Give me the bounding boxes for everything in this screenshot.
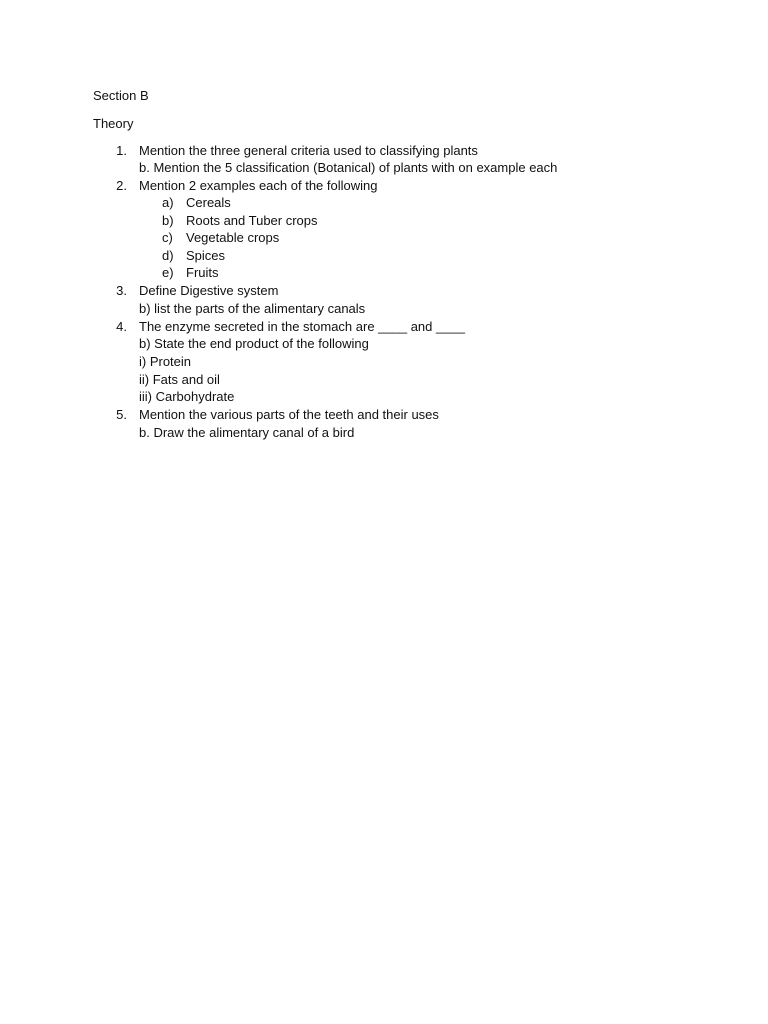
question-5-number: 5.: [116, 407, 127, 422]
question-3-number: 3.: [116, 283, 127, 298]
list-marker: c): [162, 230, 173, 245]
question-1-number: 1.: [116, 143, 127, 158]
question-4-text: The enzyme secreted in the stomach are ____ and ____: [139, 319, 465, 334]
question-5-text: Mention the various parts of the teeth and their uses: [139, 407, 439, 422]
question-4-subpart-iii: iii) Carbohydrate: [139, 389, 235, 404]
question-4-subpart-i: i) Protein: [139, 354, 192, 369]
question-3-subpart-b: b) list the parts of the alimentary canals: [139, 301, 366, 316]
question-5-subpart-b: b. Draw the alimentary canal of a bird: [139, 425, 355, 440]
section-heading: Section B: [93, 88, 149, 103]
list-marker: a): [162, 195, 174, 210]
question-2-text: Mention 2 examples each of the following: [139, 178, 378, 193]
theory-heading: Theory: [93, 116, 134, 131]
list-marker: d): [162, 248, 174, 263]
list-marker: e): [162, 265, 174, 280]
question-4-number: 4.: [116, 319, 127, 334]
question-4-subpart-ii: ii) Fats and oil: [139, 372, 220, 387]
list-item-roots-tubers: Roots and Tuber crops: [186, 213, 318, 228]
question-4-subpart-b: b) State the end product of the following: [139, 336, 369, 351]
list-item-fruits: Fruits: [186, 265, 219, 280]
list-item-vegetable-crops: Vegetable crops: [186, 230, 280, 245]
question-1-subpart-b: b. Mention the 5 classification (Botanical) of plants with on example each: [139, 160, 558, 175]
list-marker: b): [162, 213, 174, 228]
question-2-number: 2.: [116, 178, 127, 193]
list-item-spices: Spices: [186, 248, 226, 263]
question-3-text: Define Digestive system: [139, 283, 279, 298]
question-1-text: Mention the three general criteria used to classifying plants: [139, 143, 478, 158]
list-item-cereals: Cereals: [186, 195, 231, 210]
